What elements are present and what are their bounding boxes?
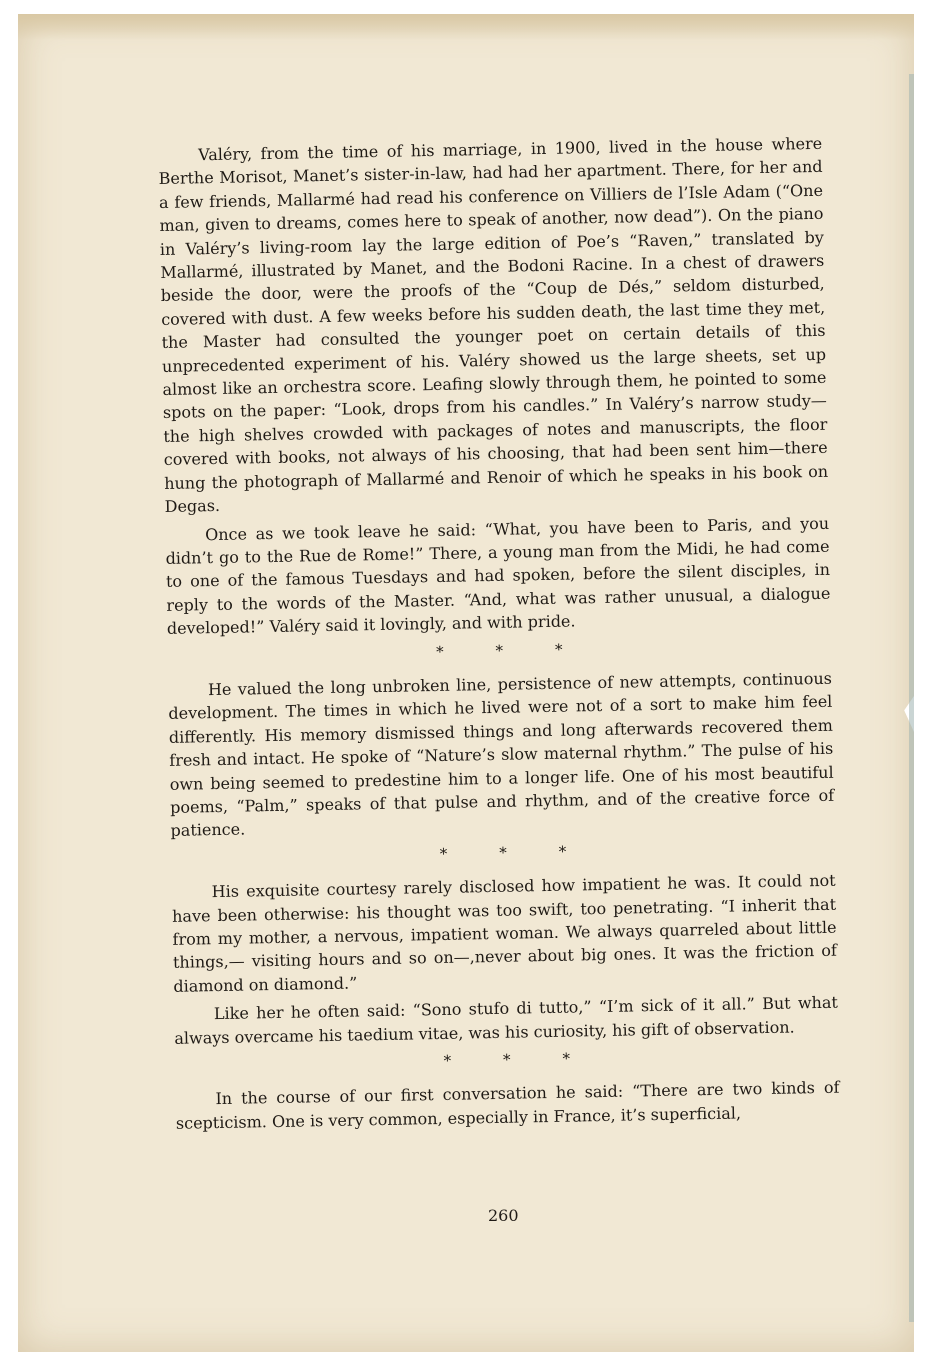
paragraph: Like her he often said: “Sono stufo di tutto,” “I’m sick of it all.” But what always overcame his taedium vitae, was his curiosity, his gift of observation. [174,992,839,1048]
book-page [18,14,914,1352]
page-tear [900,696,914,732]
asterisk: * [435,642,444,661]
paragraph: In the course of our first conversation he said: “There are two kinds of scepticism. One is very common, especially in France, it’s superficial, [175,1078,840,1133]
asterisk: * [502,1050,511,1069]
paragraph: Valéry, from the time of his marriage, in 1900, lived in the house where Berthe Morisot, Manet’s sister-in-law, had had her apartment. There, for her and a few friends, Mallarmé had read his conference on Villiers de l’Isle Adam (“One man, given to dreams, comes here to speak of another, now dead”). On the piano in Valéry’s living-room lay the large edition of Poe’s “Raven,” translated by Mallarmé, illustrated by Manet, and the Bodoni Racine. In a chest of drawers beside the door, were the proofs of the “Coup de Dés,” seldom disturbed, covered with dust. A few weeks before his sudden death, the last time they met, the Master had consulted the younger poet on certain details of this unprecedented experiment of his. Valéry showed us the large sheets, set up almost like an orchestra score. Leafing slowly through them, he pointed to some spots on the paper: “Look, drops from his candles.” In Valéry’s narrow study—the high shelves crowded with packages of notes and manuscripts, the floor covered with books, not always of his choosing, that had been sent him—there hung the photograph of Mallarmé and Renoir of which he speaks in his book on Degas. [158,133,829,517]
asterisk: * [554,640,563,659]
asterisk: * [499,843,507,862]
page-body-text [158,132,840,1140]
asterisk: * [443,1051,452,1070]
asterisk: * [495,641,504,660]
asterisk: * [558,842,567,861]
page-number: 260 [488,1206,519,1225]
paragraph: He valued the long unbroken line, persistence of new attempts, continuous development. The times in which he lived were not of a sort to make him feel differently. His memory dismissed things and long afterwards recovered them fresh and intact. He spoke of “Nature’s slow maternal rhythm.” The pulse of his own being seemed to predestine him to a longer life. One of his most beautiful poems, “Palm,” speaks of that pulse and rhythm, and of the creative force of patience. [168,668,835,841]
asterisk: * [562,1049,571,1068]
paragraph: His exquisite courtesy rarely disclosed how impatient he was. It could not have been otherwise: his thought was too swift, too penetrating. “I inherit that from my mother, a nervous, impatient woman. We always quarreled about little things,— visiting hours and so on—,never about big ones. It was the friction of diamond on diamond.” [171,870,838,996]
asterisk: * [439,844,448,863]
paragraph: Once as we took leave he said: “What, you have been to Paris, and you didn’t go to the Rue de Rome!” There, a young man from the Midi, he had come to one of the famous Tuesdays and had spoken, before the silent disciples, in reply to the words of the Master. “And, what was rather unusual, a dialogue developed!” Valéry said it lovingly, and with pride. [165,513,831,639]
